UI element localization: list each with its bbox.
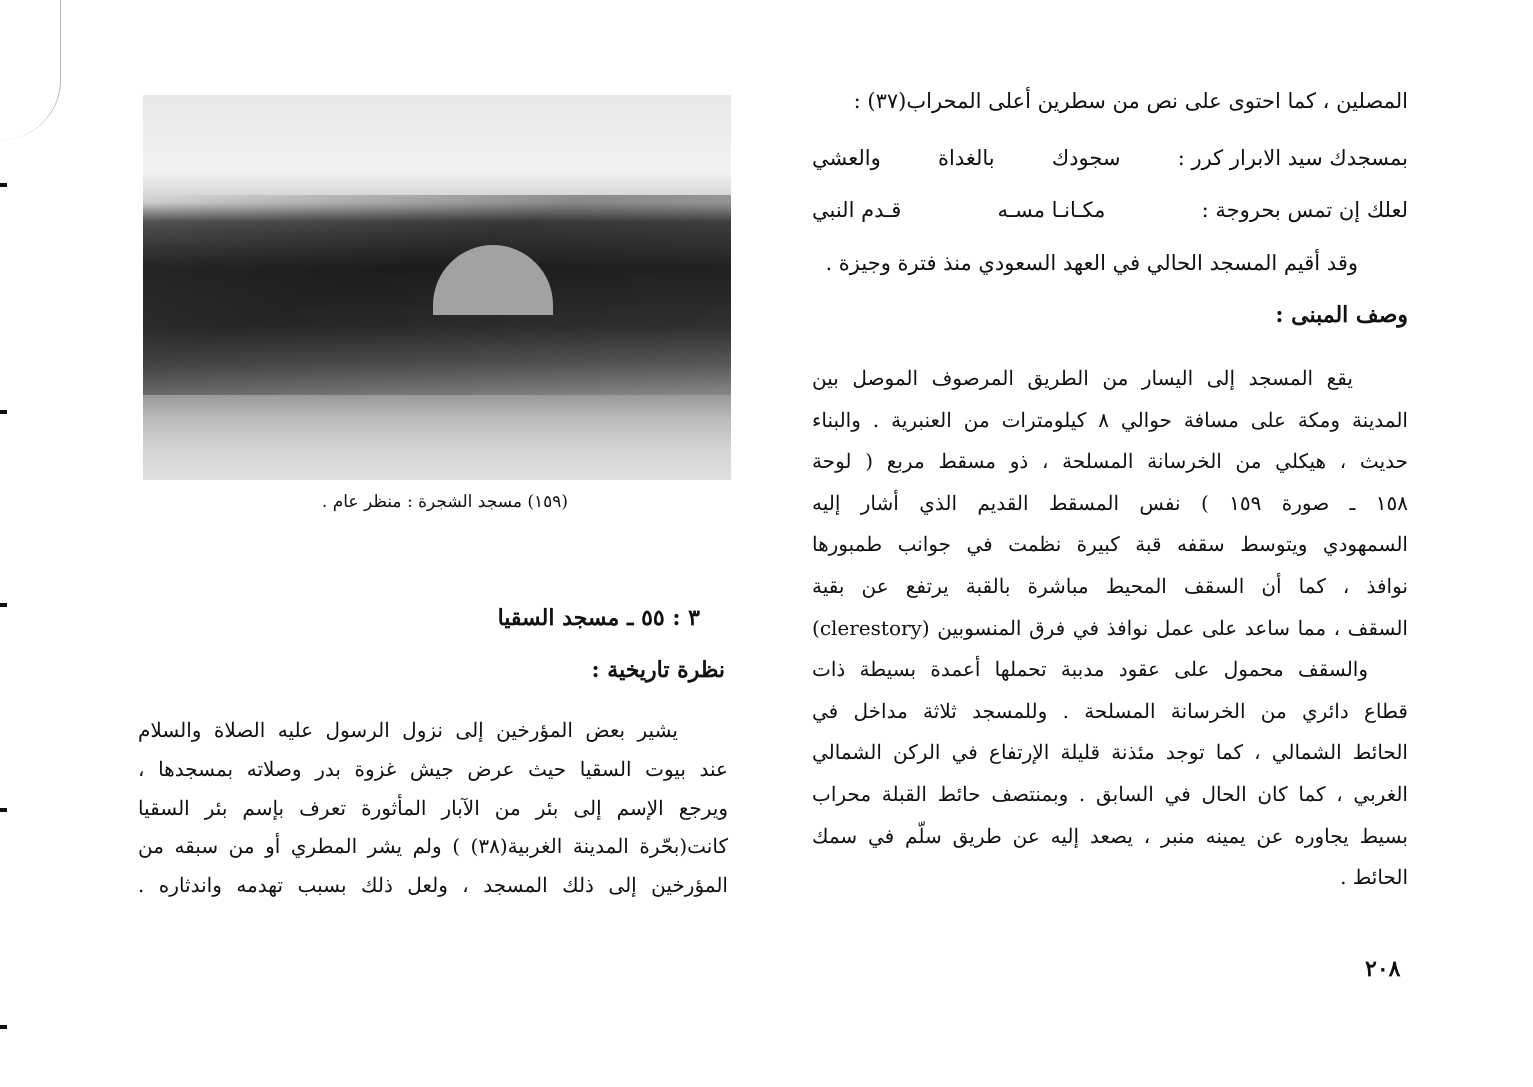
text-line: الغربي ، كما كان الحال في السابق . وبمنتصف حائط القبلة محراب: [812, 781, 1408, 806]
building-heading: وصف المبنى :: [1275, 302, 1408, 328]
scan-margin-mark: [0, 183, 7, 187]
text-line: ١٥٨ ـ صورة ١٥٩ ) نفس المسقط القديم الذي أشار إليه: [812, 490, 1408, 515]
text-line: بسيط يجاوره عن يمينه منبر ، يصعد إليه عن طريق سلّم في سمك: [812, 823, 1408, 848]
verse-part: والعشي: [812, 146, 881, 170]
scan-edge-arc: [0, 0, 61, 140]
text-line: كانت(بحّرة المدينة الغربية(٣٨) ) ولم يشر المطري أو من سبقه من: [138, 834, 728, 859]
text-line: عند بيوت السقيا حيث عرض جيش غزوة بدر وصلاته بمسجدها ،: [138, 756, 728, 781]
text-line: يشير بعض المؤرخين إلى نزول الرسول عليه الصلاة والسلام: [138, 718, 678, 742]
scan-margin-mark: [0, 410, 7, 414]
building-description: [812, 358, 1408, 899]
text-line: حديث ، هيكلي من الخرسانة المسلحة ، ذو مسقط مربع ( لوحة: [812, 449, 1408, 474]
verse-part: سجودك: [1051, 146, 1121, 170]
text-line: نوافذ ، كما أن السقف المحيط مباشرة بالقبة يرتفع عن بقية: [812, 573, 1408, 598]
photo-caption: (١٥٩) مسجد الشجرة : منظر عام .: [321, 492, 569, 512]
history-paragraph: [138, 711, 728, 905]
verse-part: لعلك إن تمس بحروجة :: [1201, 198, 1408, 222]
verse-part: قـدم النبي: [812, 198, 902, 222]
text-line: قطاع دائري من الخرسانة المسلحة . وللمسجد ثلاثة مداخل في: [812, 698, 1408, 723]
scan-margin-mark: [0, 808, 7, 812]
mosque-photo: [143, 95, 731, 480]
verse-part: مكـانـا مسـه: [997, 198, 1106, 222]
scan-margin-mark: [0, 1025, 7, 1029]
text-line: المؤرخين إلى ذلك المسجد ، ولعل ذلك بسبب تهدمه واندثاره .: [138, 873, 728, 898]
right-column: [812, 86, 1408, 899]
page-number: ٢٠٨: [1365, 956, 1401, 982]
poem-verse-2: [812, 198, 1408, 238]
text-line: والسقف محمول على عقود مدببة تحملها أعمدة بسيطة ذات: [812, 657, 1368, 682]
intro-line: المصلين ، كما احتوى على نص من سطرين أعلى المحراب(٣٧) :: [853, 89, 1408, 113]
verse-part: بمسجدك سيد الابرار كرر :: [1177, 146, 1408, 170]
text-line: السقف ، مما ساعد على عمل نوافذ في فرق المنسوبين (clerestory): [812, 615, 1408, 640]
poem-verse-1: [812, 146, 1408, 186]
history-subheading: نظرة تاريخية :: [591, 657, 725, 683]
scan-margin-mark: [0, 603, 7, 607]
text-line: ويرجع الإسم إلى بئر من الآبار المأثورة تعرف بإسم بئر السقيا: [138, 795, 728, 820]
established-line: وقد أقيم المسجد الحالي في العهد السعودي منذ فترة وجيزة .: [825, 251, 1358, 275]
verse-part: بالغداة: [937, 146, 995, 170]
text-line: الحائط .: [1340, 865, 1408, 890]
text-line: يقع المسجد إلى اليسار من الطريق المرصوف الموصل بين: [812, 366, 1353, 390]
text-line: السمهودي ويتوسط سقفه قبة كبيرة نظمت في جوانب طمبورها: [812, 532, 1408, 557]
text-line: المدينة ومكة على مسافة حوالي ٨ كيلومترات من العنبرية . والبناء: [812, 407, 1408, 432]
section-heading: ٣ : ٥٥ ـ مسجد السقيا: [497, 605, 700, 631]
text-line: الحائط الشمالي ، كما توجد مئذنة قليلة الإرتفاع في الركن الشمالي: [812, 740, 1408, 765]
